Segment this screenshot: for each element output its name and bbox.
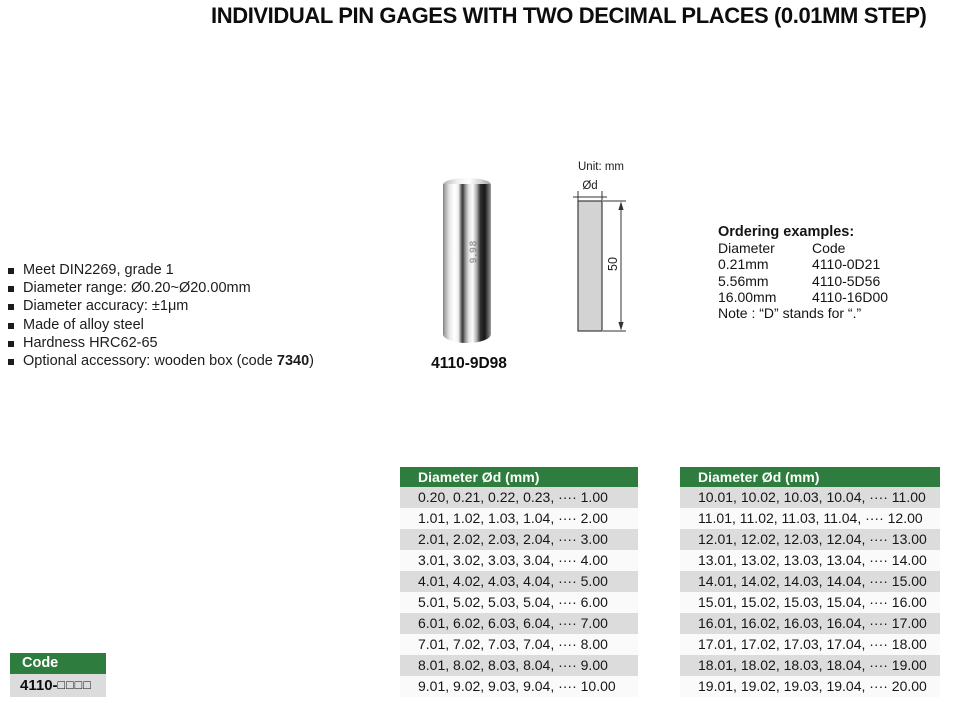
table-row: 19.01, 19.02, 19.03, 19.04, ···· 20.00 — [680, 676, 940, 697]
table-row: 16.01, 16.02, 16.03, 16.04, ···· 17.00 — [680, 613, 940, 634]
table-row: 5.01, 5.02, 5.03, 5.04, ···· 6.00 — [400, 592, 638, 613]
table-rows — [400, 487, 638, 697]
feature-text: Diameter accuracy: ±1μm — [23, 298, 189, 315]
table-row: 2.01, 2.02, 2.03, 2.04, ···· 3.00 — [400, 529, 638, 550]
table-row: 3.01, 3.02, 3.03, 3.04, ···· 4.00 — [400, 550, 638, 571]
feature-item — [8, 298, 314, 316]
table-row: 7.01, 7.02, 7.03, 7.04, ···· 8.00 — [400, 634, 638, 655]
feature-item — [8, 335, 314, 353]
table-row: 4.01, 4.02, 4.03, 4.04, ···· 5.00 — [400, 571, 638, 592]
table-row: 8.01, 8.02, 8.03, 8.04, ···· 9.00 — [400, 655, 638, 676]
diameter-table-left — [400, 467, 638, 697]
accessory-code: 7340 — [276, 352, 310, 369]
table-row: 10.01, 10.02, 10.03, 10.04, ···· 11.00 — [680, 487, 940, 508]
ordering-col-diameter: Diameter — [718, 240, 775, 257]
bullet-square-icon — [8, 268, 14, 274]
pin-engraving-label: 9.98 — [468, 239, 480, 264]
table-row: 11.01, 11.02, 11.03, 11.04, ···· 12.00 — [680, 508, 940, 529]
feature-text: Optional accessory: wooden box (code 7340) — [23, 352, 315, 369]
ordering-note: Note : “D” stands for “.” — [718, 305, 862, 322]
table-row: 1.01, 1.02, 1.03, 1.04, ···· 2.00 — [400, 508, 638, 529]
dimension-drawing — [558, 156, 642, 342]
feature-text: Made of alloy steel — [23, 316, 144, 333]
feature-text: Meet DIN2269, grade 1 — [23, 262, 174, 278]
length-dim-label: 50 — [606, 257, 620, 271]
bullet-square-icon — [8, 304, 14, 310]
pin-outline-rect — [578, 201, 602, 331]
ordering-examples — [718, 224, 888, 321]
feature-item — [8, 280, 314, 298]
features-list — [8, 262, 314, 371]
feature-text: Diameter range: Ø0.20~Ø20.00mm — [23, 280, 251, 297]
table-row: 6.01, 6.02, 6.03, 6.04, ···· 7.00 — [400, 613, 638, 634]
table-row: 12.01, 12.02, 12.03, 12.04, ···· 13.00 — [680, 529, 940, 550]
table-header: Diameter Ød (mm) — [400, 467, 638, 487]
ordering-row: 16.00mm 4110-16D00 — [718, 288, 889, 305]
diameter-table-right — [680, 467, 940, 697]
code-box — [10, 653, 106, 697]
table-header: Diameter Ød (mm) — [680, 467, 940, 487]
feature-item — [8, 317, 314, 335]
unit-label: Unit: mm — [578, 161, 624, 173]
bullet-square-icon — [8, 286, 14, 292]
feature-item — [8, 262, 314, 280]
pin-gage-photo — [443, 184, 491, 343]
feature-item — [8, 353, 314, 371]
table-row: 13.01, 13.02, 13.03, 13.04, ···· 14.00 — [680, 550, 940, 571]
bullet-square-icon — [8, 359, 14, 365]
table-rows — [680, 487, 940, 697]
diameter-dim-label: Ød — [582, 180, 598, 192]
ordering-columns — [718, 240, 888, 256]
ordering-row: 0.21mm 4110-0D21 — [718, 256, 881, 273]
model-number-label: 4110-9D98 — [431, 355, 507, 372]
ordering-heading: Ordering examples: — [718, 224, 855, 240]
table-row: 18.01, 18.02, 18.03, 18.04, ···· 19.00 — [680, 655, 940, 676]
table-row: 15.01, 15.02, 15.03, 15.04, ···· 16.00 — [680, 592, 940, 613]
table-row: 0.20, 0.21, 0.22, 0.23, ···· 1.00 — [400, 487, 638, 508]
ordering-row: 5.56mm 4110-5D56 — [718, 272, 881, 289]
bullet-square-icon — [8, 341, 14, 347]
table-row: 14.01, 14.02, 14.03, 14.04, ···· 15.00 — [680, 571, 940, 592]
table-row: 17.01, 17.02, 17.03, 17.04, ···· 18.00 — [680, 634, 940, 655]
feature-text: Hardness HRC62-65 — [23, 334, 158, 351]
code-placeholder-squares: □□□□ — [57, 678, 92, 692]
page-title: INDIVIDUAL PIN GAGES WITH TWO DECIMAL PLACES (0.01MM STEP) — [211, 3, 927, 28]
ordering-col-code: Code — [812, 240, 846, 257]
code-box-value — [10, 674, 106, 697]
code-prefix: 4110- — [20, 677, 58, 694]
table-row: 9.01, 9.02, 9.03, 9.04, ···· 10.00 — [400, 676, 638, 697]
bullet-square-icon — [8, 323, 14, 329]
code-box-header: Code — [10, 653, 106, 674]
